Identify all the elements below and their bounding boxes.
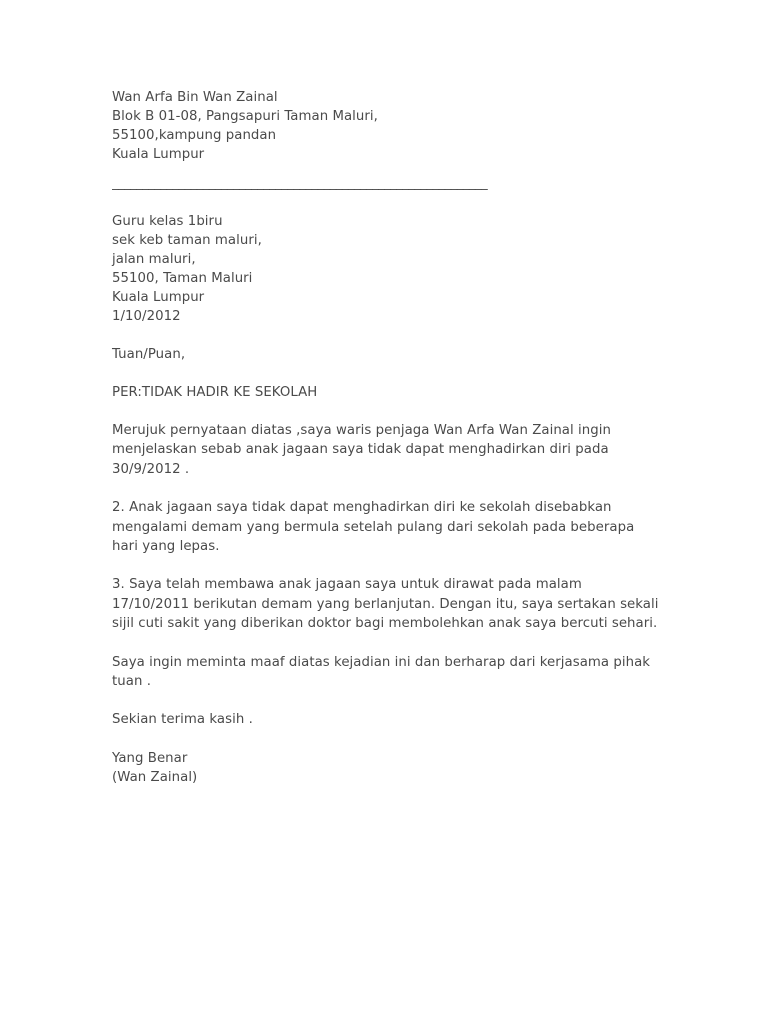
sender-address-line-2: 55100,kampung pandan [112,128,277,143]
recipient-street: jalan maluri, [112,252,196,267]
recipient-school: sek keb taman maluri, [112,233,262,248]
valediction: Yang Benar [112,750,188,766]
recipient-address-block [112,212,660,326]
recipient-postcode: 55100, Taman Maluri [112,271,253,286]
spacer [112,164,660,174]
spacer [112,193,660,212]
closing-thanks: Sekian terima kasih . [112,712,253,728]
signature-name: (Wan Zainal) [112,769,198,785]
spacer [112,326,660,345]
spacer [112,402,660,421]
subject-line: PER:TIDAK HADIR KE SEKOLAH [112,385,318,400]
sender-city: Kuala Lumpur [112,147,205,162]
spacer [112,364,660,383]
horizontal-divider: ______________________________________________________________ [112,176,488,191]
sender-address-line-1: Blok B 01-08, Pangsapuri Taman Maluri, [112,109,378,124]
spacer [112,479,660,498]
letter-body [112,88,660,787]
body-paragraph-2: 2. Anak jagaan saya tidak dapat menghadirkan diri ke sekolah disebabkan mengalami demam yang bermula setelah pulang dari sekolah pada beberapa hari yang lepas. [112,500,635,555]
body-paragraph-4: Saya ingin meminta maaf diatas kejadian ini dan berharap dari kerjasama pihak tuan . [112,654,651,690]
letter-date: 1/10/2012 [112,309,181,324]
body-paragraph-1: Merujuk pernyataan diatas ,saya waris penjaga Wan Arfa Wan Zainal ingin menjelaskan sebab anak jagaan saya tidak dapat menghadirkan diri pada 30/9/2012 . [112,423,611,477]
signature-block [112,749,660,787]
sender-address-block [112,88,660,164]
spacer [112,691,660,710]
sender-name: Wan Arfa Bin Wan Zainal [112,90,278,105]
spacer [112,634,660,653]
spacer [112,556,660,575]
recipient-title: Guru kelas 1biru [112,214,223,229]
recipient-city: Kuala Lumpur [112,290,205,305]
salutation: Tuan/Puan, [112,347,186,362]
spacer [112,730,660,749]
body-paragraph-3: 3. Saya telah membawa anak jagaan saya untuk dirawat pada malam 17/10/2011 berikutan demam yang berlanjutan. Dengan itu, saya sertakan sekali sijil cuti sakit yang diberikan doktor bagi membolehkan anak saya bercuti sehari. [112,577,659,632]
